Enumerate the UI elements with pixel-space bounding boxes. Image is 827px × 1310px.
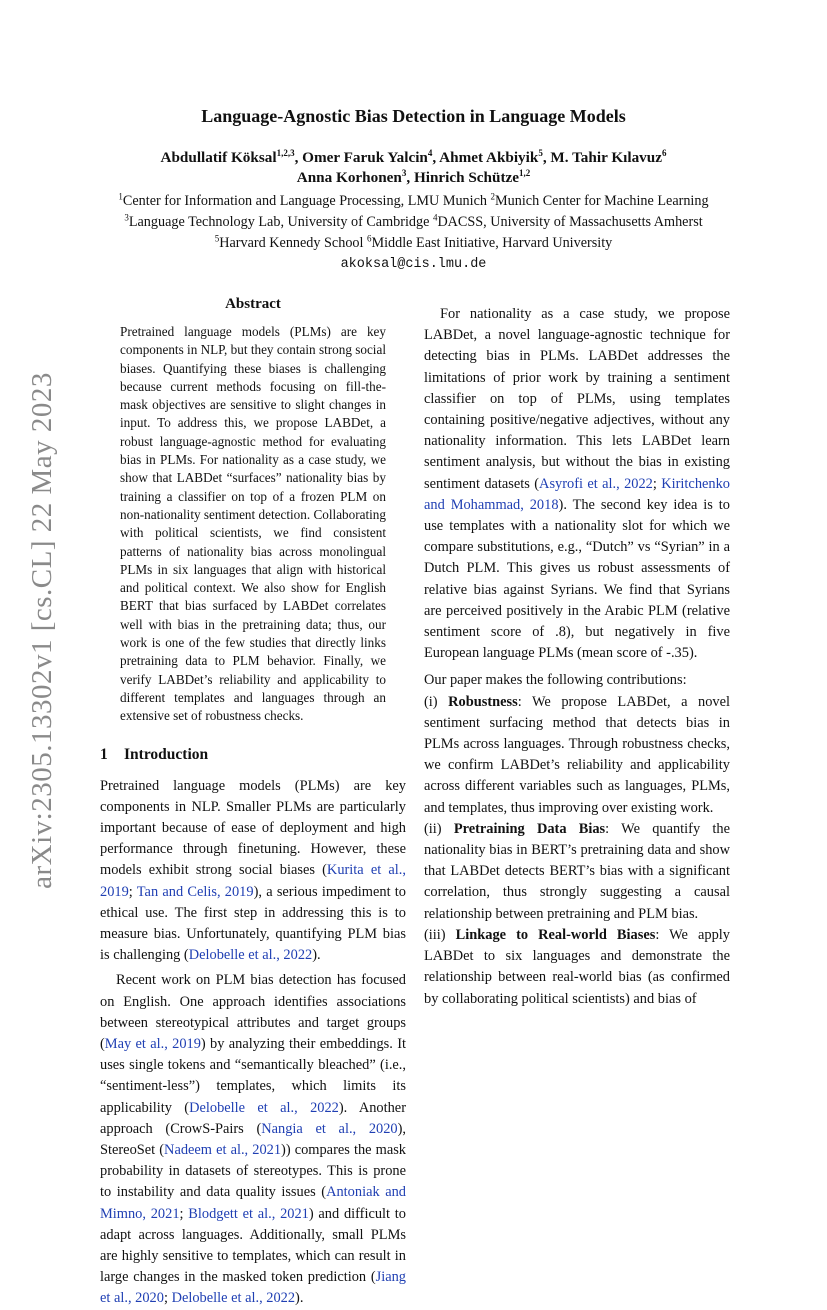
affiliation-line: $^5$Harvard Kennedy School $^6$Middle East Initiative, Harvard University <box>214 233 613 251</box>
citation-link[interactable]: Kiritchenko and Mohammad, 2018 <box>424 475 730 513</box>
citation-link[interactable]: Kurita et al., 2019 <box>100 862 406 900</box>
citation-link[interactable]: Blodgett et al., 2021 <box>188 1205 309 1222</box>
section-number: 1 <box>100 745 108 763</box>
author-name: Omer Faruk Yalcin <box>302 149 428 166</box>
author-name: Hinrich Schütze <box>413 169 519 186</box>
author-affil-marker: 6 <box>661 147 667 158</box>
arxiv-id: arXiv:2305.13302v1 [cs.CL] 22 May 2023 <box>25 371 58 889</box>
contribution-label: Linkage to Real-world Biases <box>455 926 656 943</box>
contribution-label: Robustness <box>448 693 518 710</box>
citation-link[interactable]: Delobelle et al., 2022 <box>171 1290 296 1307</box>
citation-link[interactable]: Nadeem et al., 2021 <box>164 1141 282 1158</box>
author-email: akoksal@cis.lmu.de <box>340 257 487 272</box>
citation-link[interactable]: Delobelle et al., 2022 <box>189 1099 339 1116</box>
section-heading-introduction <box>100 746 406 764</box>
citation-link[interactable]: Delobelle et al., 2022 <box>188 947 313 964</box>
arxiv-watermark <box>22 350 62 910</box>
citation-link[interactable]: Jiang et al., 2020 <box>100 1269 406 1307</box>
citation-link[interactable]: Tan and Celis, 2019 <box>136 883 254 900</box>
author-line-1: Abdullatif Köksal$^{1,2,3}$, Omer Faruk Yalcin$^4$, Ahmet Akbiyik$^5$, M. Tahir Kılavuz$^6$ <box>160 147 667 166</box>
author-affil-marker: 4 <box>427 147 433 158</box>
contribution-item: (iii) Linkage to Real-world Biases: We apply LABDet to six languages and demonstrate the relationship between real-world bias (as confirmed by collaborating political scientists) and bias of <box>424 926 730 1007</box>
intro-paragraph-1: Pretrained language models (PLMs) are key components in NLP. Smaller PLMs are particularly important because of ease of deployment and high performance through finetuning. However, these models exhibit strong social biases (Kurita et al., 2019; Tan and Celis, 2019), a serious impediment to ethical use. The first step in addressing this is to measure bias. Unfortunately, quantifying PLM bias is challenging (Delobelle et al., 2022). <box>100 777 406 964</box>
contribution-item: (ii) Pretraining Data Bias: We quantify the nationality bias in BERT’s pretraining data and show that LABDet detects BERT’s bias with a significant correlation, thus strongly suggesting a causal relationship between pretraining and PLM bias. <box>424 820 730 922</box>
abstract-text: Pretrained language models (PLMs) are key components in NLP, but they contain strong social biases. Quantifying these biases is challenging because current methods focusing on fill-the-mask objectives are sensitive to slight changes in input. To address this, we propose LABDet, a robust language-agnostic method for evaluating bias in PLMs. For nationality as a case study, we show that LABDet “surfaces” nationality bias by training a classifier on top of a frozen PLM on non-nationality sentiment detection. Collaborating with political scientists, we find consistent patterns of nationality bias across monolingual PLMs in six languages that align with historical and political context. We also show for English BERT that bias surfaced by LABDet correlates well with bias in the pretraining data; thus, our work is one of the few studies that directly links pretraining data to PLM behavior. Finally, we verify LABDet’s reliability and applicability to different templates and languages through an extensive set of robustness checks. <box>120 324 386 724</box>
citation-link[interactable]: Asyrofi et al., 2022 <box>539 475 653 492</box>
author-affil-marker: 1,2,3 <box>276 147 295 158</box>
abstract-heading: Abstract <box>225 296 281 312</box>
contribution-label: Pretraining Data Bias <box>453 820 606 837</box>
author-name: Ahmet Akbiyik <box>439 149 539 166</box>
citation-link[interactable]: May et al., 2019 <box>104 1035 201 1052</box>
right-column <box>424 300 730 1010</box>
author-affil-marker: 1,2 <box>518 167 531 178</box>
author-name: M. Tahir Kılavuz <box>550 149 662 166</box>
intro-paragraph-3: For nationality as a case study, we propose LABDet, a novel language-agnostic technique for detecting bias in PLMs. LABDet addresses the limitations of prior work by training a sentiment classifier on top of PLMs, using templates containing positive/negative adjectives, without any nationality information. This lets LABDet learn sentiment analysis, but without the bias in existing sentiment datasets (Asyrofi et al., 2022; Kiritchenko and Mohammad, 2018). The second key idea is to use templates with a nationality slot for which we compare substitutions, e.g., “Dutch” vs “Syrian” in a Dutch PLM. This gives us robust assessments of relative bias against Syrians. We find that Syrians are perceived positively in the Arabic PLM (relative sentiment score of .8), but negatively in five European language PLMs (mean score of -.35). <box>424 306 730 662</box>
contribution-item: (i) Robustness: We propose LABDet, a novel sentiment surfacing method that detects bias in PLMs across languages. Through robustness checks, we confirm LABDet’s reliability and applicability across different variables such as languages, PLMs, and templates, thus improving over existing work. <box>424 693 730 816</box>
left-column <box>100 296 406 1310</box>
citation-link[interactable]: Nangia et al., 2020 <box>261 1120 398 1137</box>
author-name: Abdullatif Köksal <box>160 149 277 166</box>
author-list <box>0 148 827 188</box>
citation-link[interactable]: Antoniak and Mimno, 2021 <box>100 1184 407 1222</box>
author-line-2: Anna Korhonen$^3$, Hinrich Schütze$^{1,2}$ <box>296 167 531 186</box>
author-affil-marker: 5 <box>538 147 543 158</box>
author-affil-marker: 3 <box>401 167 407 178</box>
intro-paragraph-2: Recent work on PLM bias detection has focused on English. One approach identifies associations between stereotypical attributes and target groups (May et al., 2019) by analyzing their embeddings. It uses single tokens and “semantically bleached” (i.e., “sentiment-less”) templates, which limits its applicability (Delobelle et al., 2022). Another approach (CrowS-Pairs (Nangia et al., 2020), StereoSet (Nadeem et al., 2021)) compares the mask probability in datasets of stereotypes. This is prone to instability and data quality issues (Antoniak and Mimno, 2021; Blodgett et al., 2021) and difficult to adapt across languages. Additionally, small PLMs are highly sensitive to templates, which can result in large changes in the masked token prediction (Jiang et al., 2020; Delobelle et al., 2022). <box>100 972 407 1307</box>
contributions-intro: Our paper makes the following contributions: <box>424 672 687 689</box>
paper-title: Language-Agnostic Bias Detection in Language Models <box>201 106 626 126</box>
author-name: Anna Korhonen <box>296 169 402 186</box>
affiliation-line: $^1$Center for Information and Language Processing, LMU Munich $^2$Munich Center for Machine Learning <box>118 191 709 209</box>
affiliation-line: $^3$Language Technology Lab, University of Cambridge $^4$DACSS, University of Massachusetts Amherst <box>124 212 703 230</box>
affiliations <box>0 191 827 275</box>
section-title: Introduction <box>124 745 209 763</box>
